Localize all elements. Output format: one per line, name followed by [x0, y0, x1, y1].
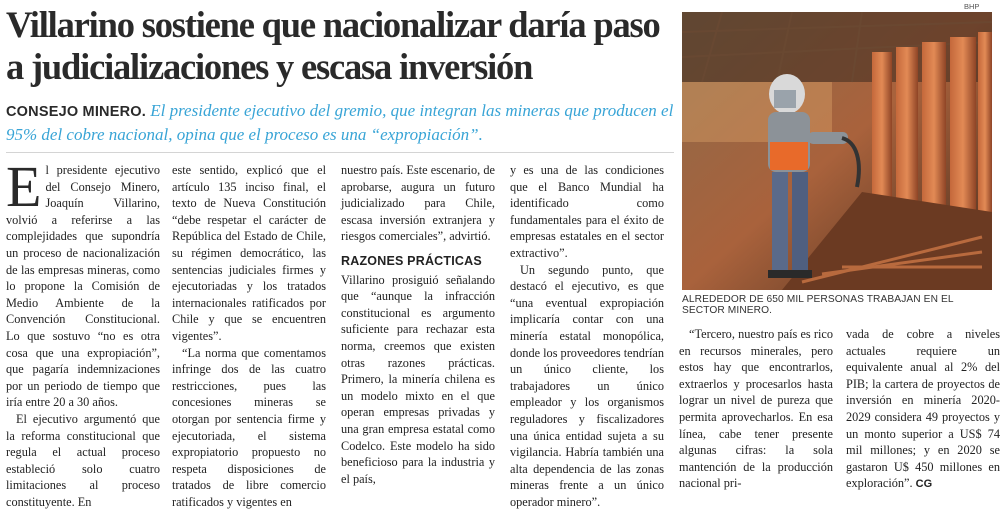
- divider: [6, 152, 674, 153]
- mining-photo: [682, 12, 992, 290]
- paragraph: “La norma que comentamos infringe dos de las cuatro restricciones, pues las concesiones mineras se otorgan por sentencia firme y ejecutoriada, el sistema expropiatorio propuesto no respeta disposiciones de tratados de libre comercio ratificados y vigentes en: [172, 345, 326, 509]
- paragraph: nuestro país. Este escenario, de aprobarse, augura un futuro judicializado para Chile, escasa inversión extranjera y riesgos comerciales”, advirtió.: [341, 163, 495, 244]
- body-column-6: [846, 326, 1000, 493]
- body-column-5: [679, 326, 833, 492]
- paragraph: [846, 326, 1000, 493]
- paragraph-text: vada de cobre a niveles actuales requiere un equivalente anual al 2% del PIB; la cartera de proyectos de inversión en minería 2020-2029 considera 49 proyectos y un monto superior a US$ 74 mil millones; y en 2020 se gastaron U$ 450 millones en exploración”.: [846, 327, 1000, 491]
- paragraph: l presidente ejecutivo del Consejo Minero, Joaquín Villarino, volvió a referirse a las complejidades que supondría un proceso de nacionalización de las empresas mineras, como lo propone la Comisión de Medio Ambiente de la Convención Constitucional. Lo que sostuvo “no es otra cosa que una expropiación”, que pagaría indemnizaciones por un periodo de tiempo que iría entre 20 a 30 años.: [6, 163, 160, 410]
- end-mark: CG: [915, 478, 933, 491]
- headline: Villarino sostiene que nacionalizar daría paso a judicializaciones y escasa inversión: [6, 4, 660, 87]
- paragraph: Villarino prosiguió señalando que “aunque la infracción constitucional es argumento suficiente para rechazar esta norma, creemos que existen otras razones prácticas. Primero, la minería chilena es un modelo mixto en el que operan empresas privadas y una gran empresa estatal como Codelco. Este modelo ha sido beneficioso para la industria y el país,: [341, 272, 495, 486]
- deck-kicker: CONSEJO MINERO.: [6, 104, 146, 120]
- photo-credit: BHP: [964, 2, 980, 11]
- deck-text: El presidente ejecutivo del gremio, que integran las mineras que producen el 95% del cobre nacional, opina que el proceso es una “expropiación”.: [6, 101, 674, 144]
- body-column-3: [341, 162, 495, 487]
- drop-cap: E: [6, 154, 42, 219]
- photo-caption: ALREDEDOR DE 650 MIL PERSONAS TRABAJAN EN EL SECTOR MINERO.: [682, 294, 954, 316]
- paragraph: El ejecutivo argumentó que la reforma constitucional que regula el actual proceso estableció solo cuatro limitaciones al proceso constituyente. En: [6, 411, 160, 509]
- paragraph: Un segundo punto, que destacó el ejecutivo, es que “una eventual expropiación implicaría contar con una minería estatal monopólica, donde los proveedores tendrían un único cliente, los trabajadores un único empleador y los organismos reguladores y fiscalizadores una única entidad sujeta a su vigilancia. Habría también una alta dependencia de las zonas mineras frente a un único operador minero”.: [510, 262, 665, 509]
- paragraph: este sentido, explicó que el artículo 135 inciso final, el texto de Nueva Constitución “debe respetar el carácter de República del Estado de Chile, su régimen democrático, las sentencias judiciales firmes y ejecutoriadas y los tratados internacionales ratificados por Chile y que se encuentren vigentes”.: [172, 163, 326, 343]
- body-column-1: [6, 154, 160, 510]
- body-column-4: [510, 162, 664, 510]
- deck: [6, 100, 674, 146]
- paragraph: “Tercero, nuestro país es rico en recursos minerales, pero estos hay que encontrarlos, extraerlos y procesarlos hasta lograr un nivel de pureza que permita aprovecharlos. En esa línea, cabe tener presente algunas cifras: la sola mantención de la producción nacional pri-: [679, 327, 833, 491]
- subheading: RAZONES PRÁCTICAS: [341, 253, 482, 268]
- photo-illustration: [682, 12, 992, 290]
- body-column-2: [172, 162, 326, 510]
- paragraph: y es una de las condiciones que el Banco Mundial ha identificado como fundamentales para el éxito de empresas estatales en el sector extractivo”.: [510, 163, 664, 260]
